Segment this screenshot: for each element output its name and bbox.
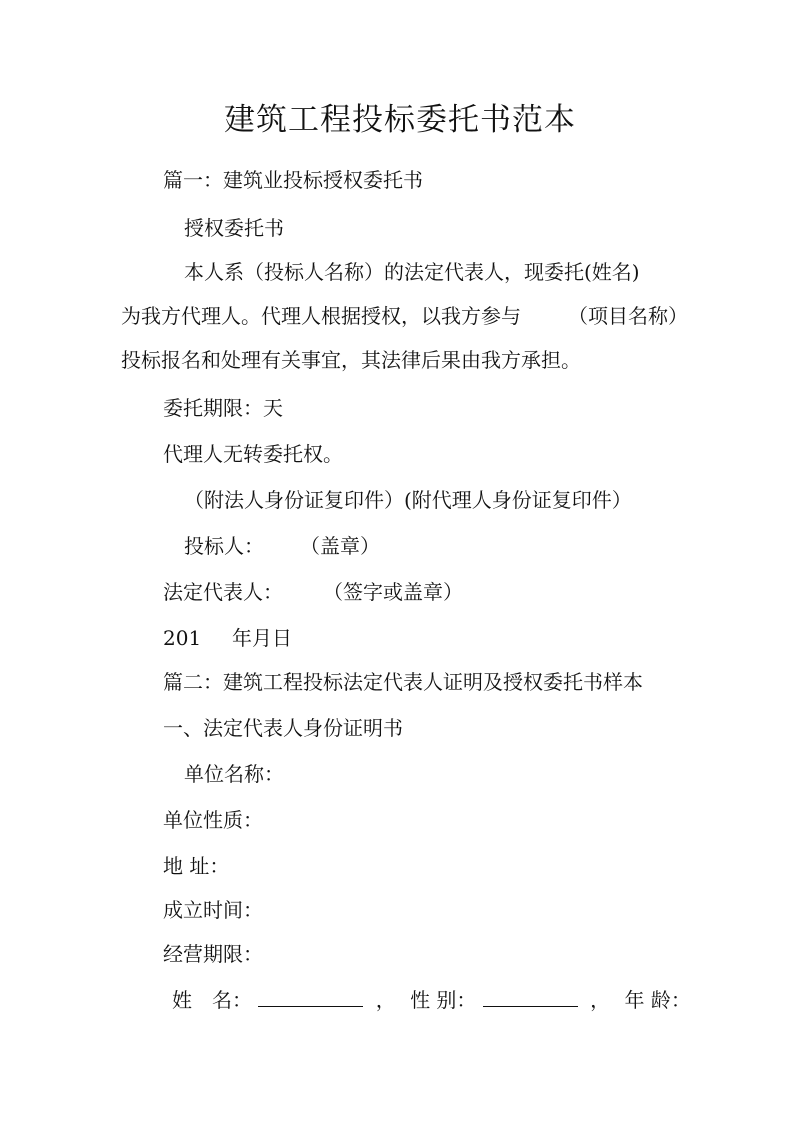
legal-rep-label: 法定代表人： — [163, 580, 283, 604]
age-label: 年 龄： — [624, 988, 691, 1012]
project-name-placeholder: （项目名称） — [568, 304, 688, 328]
business-term-label: 经营期限： — [163, 942, 263, 966]
paragraph-line-1: 本人系（投标人名称）的法定代表人，现委托(姓名) — [184, 260, 640, 284]
subheading-authorization: 授权委托书 — [184, 216, 284, 240]
gender-blank[interactable] — [483, 984, 578, 1007]
personal-info-row — [172, 984, 691, 1014]
founded-time-label: 成立时间： — [163, 898, 263, 922]
separator: ， — [590, 988, 611, 1012]
separator: ， — [375, 988, 396, 1012]
date-year: 201 — [163, 626, 202, 650]
name-blank[interactable] — [258, 984, 363, 1007]
paragraph-line-3: 投标报名和处理有关事宜，其法律后果由我方承担。 — [121, 348, 581, 372]
term-line: 委托期限：天 — [163, 396, 283, 420]
legal-rep-sign: （签字或盖章） — [323, 580, 463, 604]
attachments-line: （附法人身份证复印件）(附代理人身份证复印件） — [184, 488, 632, 512]
unit-nature-label: 单位性质： — [163, 808, 263, 832]
no-delegation-line: 代理人无转委托权。 — [163, 442, 343, 466]
gender-label: 性 别： — [410, 988, 477, 1012]
address-label: 地 址： — [163, 854, 230, 878]
section-two-heading: 篇二：建筑工程投标法定代表人证明及授权委托书样本 — [163, 670, 643, 694]
subheading-identity: 一、法定代表人身份证明书 — [163, 716, 403, 740]
paragraph-line-2: 为我方代理人。代理人根据授权，以我方参与 — [121, 304, 521, 328]
bidder-seal: （盖章） — [300, 534, 380, 558]
bidder-label: 投标人： — [184, 534, 264, 558]
section-one-heading: 篇一：建筑业投标授权委托书 — [163, 168, 423, 192]
date-fields: 年月日 — [232, 626, 292, 650]
document-title: 建筑工程投标委托书范本 — [224, 102, 576, 138]
unit-name-label: 单位名称： — [184, 762, 284, 786]
name-label: 姓 名： — [172, 988, 252, 1012]
